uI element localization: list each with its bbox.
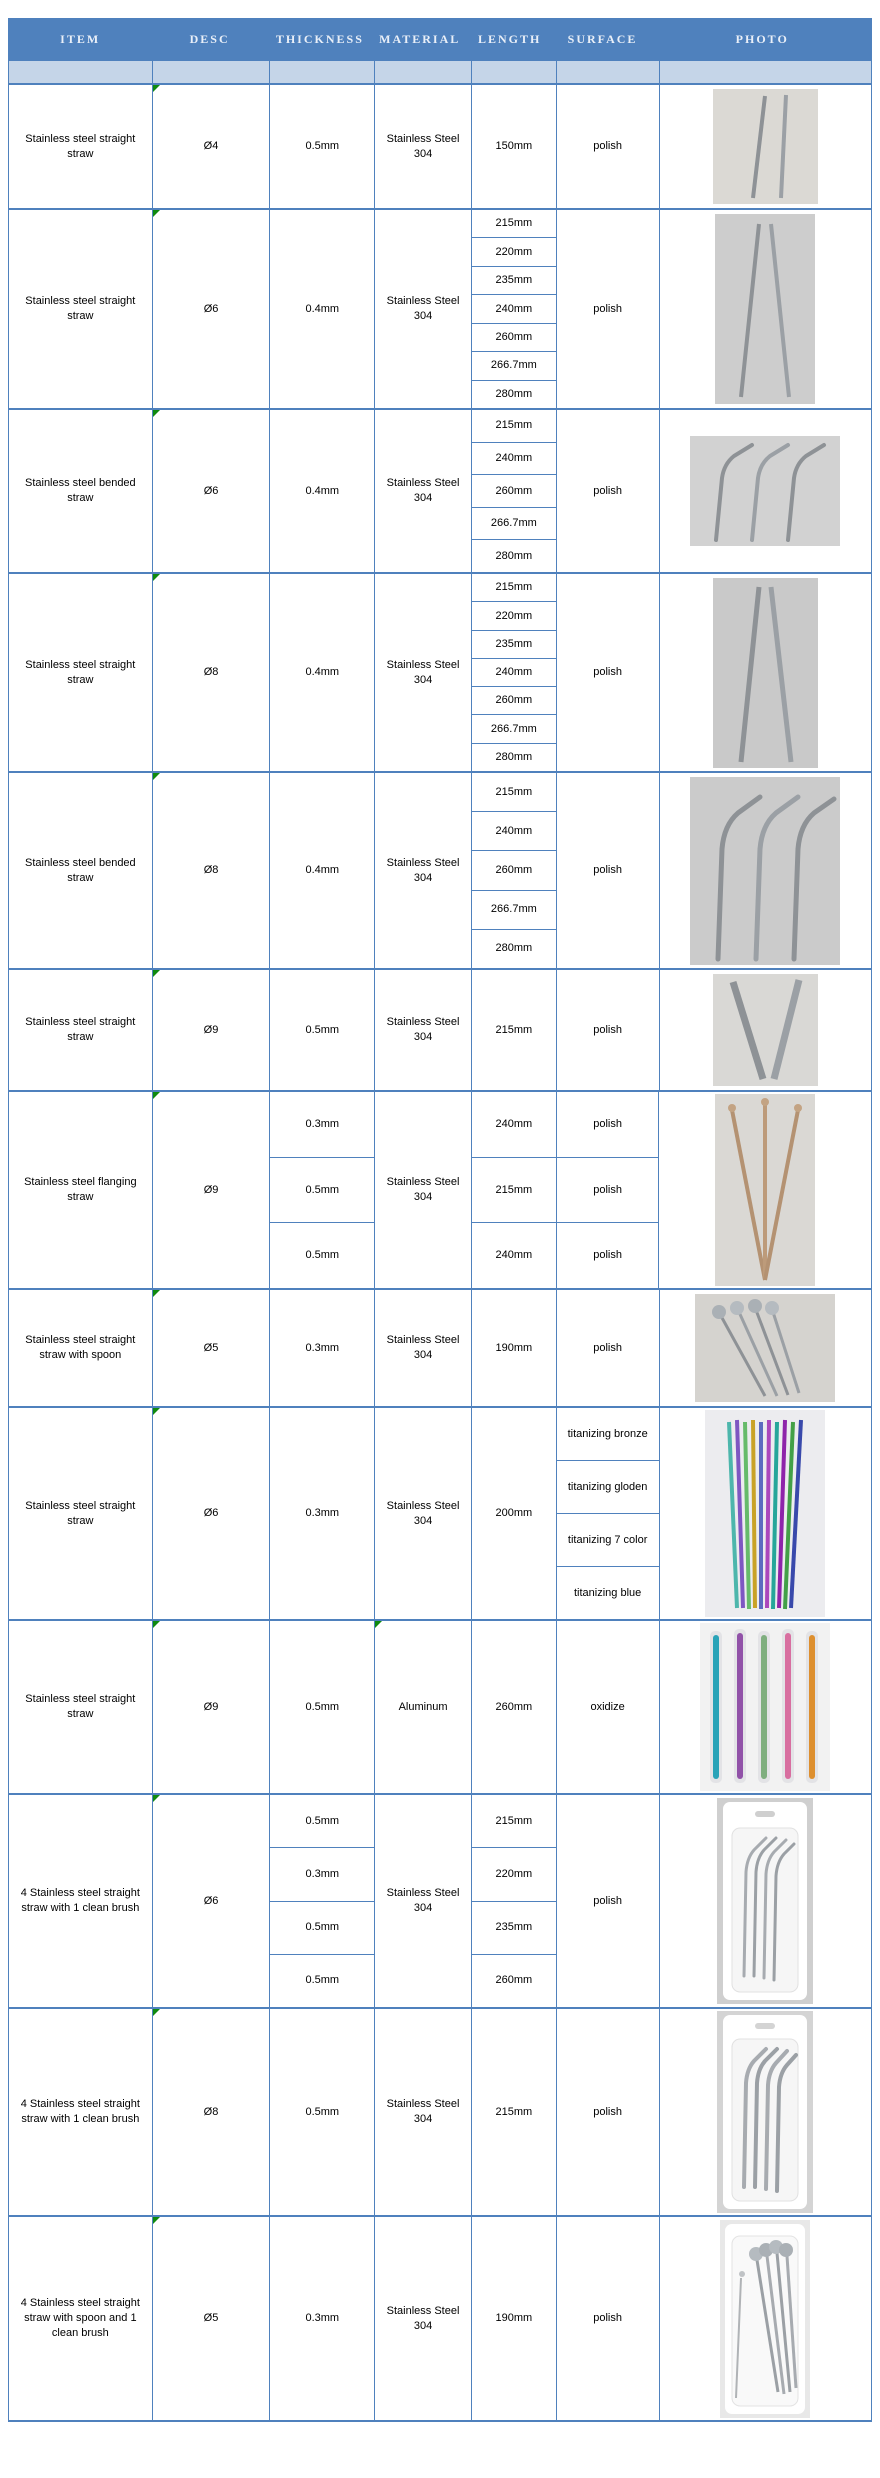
surface-cell: polish [557, 1290, 660, 1406]
column-header-length: LENGTH [477, 32, 542, 46]
length-cell: 215mm [495, 217, 533, 230]
material-cell: Stainless Steel 304 [375, 2009, 472, 2215]
thickness-cell-group [270, 1795, 375, 2007]
material-cell: Stainless Steel 304 [375, 2217, 472, 2420]
desc-cell: Ø4 [153, 85, 271, 208]
product-photo [695, 1294, 835, 1402]
length-cell: 240mm [472, 658, 556, 686]
surface-cell: polish [593, 1117, 622, 1130]
photo-cell [660, 85, 871, 208]
table-row [9, 1406, 871, 1619]
table-header [9, 18, 871, 61]
desc-cell: Ø6 [153, 1408, 271, 1619]
product-photo [713, 578, 818, 768]
thickness-cell: 0.5mm [270, 1621, 375, 1793]
length-cell: 215mm [472, 970, 557, 1090]
length-cell: 235mm [472, 630, 556, 658]
column-header-item: ITEM [60, 32, 101, 46]
product-photo [717, 1798, 813, 2004]
length-cell: 215mm [495, 419, 533, 432]
thickness-cell: 0.5mm [270, 2009, 375, 2215]
surface-cell-group [557, 1408, 660, 1619]
length-cell: 260mm [472, 1954, 556, 2007]
material-cell: Stainless Steel 304 [375, 773, 472, 968]
empty-cell [153, 61, 271, 83]
desc-cell: Ø5 [153, 2217, 271, 2420]
desc-cell: Ø5 [153, 1290, 271, 1406]
length-cell: 260mm [472, 323, 556, 351]
surface-cell: polish [557, 2009, 660, 2215]
length-cell: 280mm [472, 743, 556, 771]
length-cell-group [472, 773, 557, 968]
table-subheader-row [9, 61, 871, 83]
empty-cell [557, 61, 660, 83]
empty-cell [472, 61, 557, 83]
table-row [9, 1288, 871, 1406]
thickness-cell: 0.3mm [270, 1290, 375, 1406]
column-header-photo: PHOTO [735, 32, 789, 46]
item-cell: Stainless steel straight straw [9, 1621, 153, 1793]
photo-cell [660, 2217, 871, 2420]
material-cell: Stainless Steel 304 [375, 970, 472, 1090]
item-cell: Stainless steel flanging straw [9, 1092, 153, 1288]
desc-cell: Ø8 [153, 2009, 271, 2215]
product-photo [713, 89, 818, 204]
thickness-cell: 0.4mm [270, 773, 375, 968]
item-cell: Stainless steel straight straw with spoon [9, 1290, 153, 1406]
thickness-cell: 0.3mm [270, 1408, 375, 1619]
length-cell-group [472, 1092, 557, 1288]
product-photo [715, 214, 815, 404]
photo-cell [660, 773, 872, 968]
length-cell: 280mm [472, 929, 556, 968]
thickness-cell: 0.5mm [270, 1157, 374, 1223]
item-cell: 4 Stainless steel straight straw with 1 clean brush [9, 1795, 153, 2007]
length-cell: 220mm [472, 237, 556, 265]
surface-cell: polish [557, 773, 660, 968]
photo-cell [660, 2009, 871, 2215]
photo-cell [660, 210, 872, 408]
table-row [9, 83, 871, 208]
column-header-thickness: THICKNESS [275, 32, 364, 46]
product-photo [690, 777, 840, 965]
photo-cell [660, 1408, 872, 1619]
length-cell: 215mm [495, 1814, 533, 1827]
surface-cell: polish [557, 574, 660, 771]
surface-cell: titanizing blue [557, 1566, 659, 1619]
length-cell: 280mm [472, 539, 556, 572]
surface-cell: polish [557, 1157, 659, 1223]
photo-cell [660, 1290, 871, 1406]
length-cell: 215mm [472, 1157, 556, 1223]
product-photo [720, 2220, 810, 2418]
length-cell: 260mm [472, 850, 556, 889]
material-cell: Stainless Steel 304 [375, 574, 472, 771]
empty-cell [9, 61, 153, 83]
material-cell: Stainless Steel 304 [375, 1092, 472, 1288]
material-cell: Stainless Steel 304 [375, 210, 472, 408]
thickness-cell: 0.4mm [270, 574, 375, 771]
table-row [9, 408, 871, 572]
empty-cell [270, 61, 375, 83]
item-cell: Stainless steel straight straw [9, 970, 153, 1090]
length-cell: 200mm [472, 1408, 557, 1619]
length-cell: 240mm [472, 294, 556, 322]
thickness-cell: 0.5mm [270, 1901, 374, 1954]
desc-cell: Ø9 [153, 1092, 271, 1288]
material-cell: Stainless Steel 304 [375, 1290, 472, 1406]
photo-cell [660, 410, 872, 572]
length-cell: 215mm [495, 785, 533, 798]
empty-cell [375, 61, 472, 83]
length-cell: 260mm [472, 686, 556, 714]
product-photo [690, 436, 840, 546]
product-photo [713, 974, 818, 1086]
desc-cell: Ø8 [153, 773, 271, 968]
length-cell: 215mm [495, 581, 533, 594]
table-row [9, 2215, 871, 2420]
surface-cell: oxidize [557, 1621, 660, 1793]
length-cell: 260mm [472, 474, 556, 507]
thickness-cell: 0.4mm [270, 210, 375, 408]
photo-cell [660, 574, 872, 771]
length-cell: 280mm [472, 380, 556, 408]
length-cell: 150mm [472, 85, 557, 208]
length-cell-group [472, 210, 557, 408]
length-cell: 190mm [472, 2217, 557, 2420]
column-header-surface: SURFACE [567, 32, 638, 46]
surface-cell: polish [557, 970, 660, 1090]
surface-cell: polish [557, 410, 660, 572]
desc-cell: Ø8 [153, 574, 271, 771]
material-cell: Stainless Steel 304 [375, 410, 472, 572]
material-cell: Stainless Steel 304 [375, 85, 472, 208]
item-cell: Stainless steel straight straw [9, 210, 153, 408]
material-cell: Stainless Steel 304 [375, 1795, 472, 2007]
surface-cell: polish [557, 1795, 660, 2007]
photo-cell [660, 1795, 872, 2007]
length-cell-group [472, 574, 557, 771]
surface-cell: polish [557, 85, 660, 208]
surface-cell: titanizing 7 color [557, 1513, 659, 1566]
surface-cell: polish [557, 210, 660, 408]
length-cell: 235mm [472, 1901, 556, 1954]
material-cell: Aluminum [375, 1621, 472, 1793]
product-photo [705, 1410, 825, 1617]
length-cell: 220mm [472, 601, 556, 629]
thickness-cell: 0.5mm [305, 1814, 340, 1827]
length-cell: 240mm [472, 1222, 556, 1288]
thickness-cell: 0.5mm [270, 1222, 374, 1288]
length-cell: 266.7mm [472, 890, 556, 929]
table-row [9, 1090, 871, 1288]
surface-cell-group [557, 1092, 660, 1288]
photo-cell [660, 970, 871, 1090]
table-row [9, 771, 871, 968]
desc-cell: Ø6 [153, 210, 271, 408]
photo-cell [659, 1092, 871, 1288]
thickness-cell: 0.5mm [270, 1954, 374, 2007]
desc-cell: Ø9 [153, 1621, 271, 1793]
item-cell: 4 Stainless steel straight straw with 1 clean brush [9, 2009, 153, 2215]
thickness-cell: 0.5mm [270, 970, 375, 1090]
length-cell: 235mm [472, 266, 556, 294]
length-cell: 260mm [472, 1621, 557, 1793]
item-cell: Stainless steel straight straw [9, 85, 153, 208]
thickness-cell: 0.3mm [305, 1117, 340, 1130]
surface-cell: polish [557, 2217, 660, 2420]
surface-cell: polish [557, 1222, 659, 1288]
table-row [9, 968, 871, 1090]
column-header-material: MATERIAL [379, 32, 461, 46]
thickness-cell: 0.5mm [270, 85, 375, 208]
thickness-cell: 0.3mm [270, 2217, 375, 2420]
table-row [9, 1619, 871, 1793]
table-row [9, 1793, 871, 2007]
item-cell: 4 Stainless steel straight straw with spoon and 1 clean brush [9, 2217, 153, 2420]
thickness-cell-group [270, 1092, 375, 1288]
table-row [9, 572, 871, 771]
photo-cell [660, 1621, 871, 1793]
product-spec-table [8, 18, 872, 2422]
table-row [9, 208, 871, 408]
desc-cell: Ø6 [153, 1795, 271, 2007]
length-cell-group [472, 1795, 557, 2007]
length-cell: 240mm [495, 1117, 533, 1130]
material-cell: Stainless Steel 304 [375, 1408, 472, 1619]
item-cell: Stainless steel bended straw [9, 410, 153, 572]
product-photo [717, 2011, 813, 2213]
item-cell: Stainless steel straight straw [9, 1408, 153, 1619]
desc-cell: Ø9 [153, 970, 271, 1090]
length-cell-group [472, 410, 557, 572]
length-cell: 266.7mm [472, 507, 556, 540]
length-cell: 215mm [472, 2009, 557, 2215]
thickness-cell: 0.3mm [270, 1847, 374, 1900]
length-cell: 266.7mm [472, 714, 556, 742]
desc-cell: Ø6 [153, 410, 271, 572]
length-cell: 220mm [472, 1847, 556, 1900]
empty-cell [660, 61, 871, 83]
surface-cell: titanizing bronze [567, 1427, 648, 1440]
length-cell: 240mm [472, 811, 556, 850]
column-header-desc: DESC [189, 32, 230, 46]
length-cell: 240mm [472, 442, 556, 475]
product-photo [700, 1623, 830, 1791]
item-cell: Stainless steel bended straw [9, 773, 153, 968]
product-photo [715, 1094, 815, 1286]
table-row [9, 2007, 871, 2215]
item-cell: Stainless steel straight straw [9, 574, 153, 771]
length-cell: 190mm [472, 1290, 557, 1406]
thickness-cell: 0.4mm [270, 410, 375, 572]
surface-cell: titanizing gloden [557, 1460, 659, 1513]
length-cell: 266.7mm [472, 351, 556, 379]
